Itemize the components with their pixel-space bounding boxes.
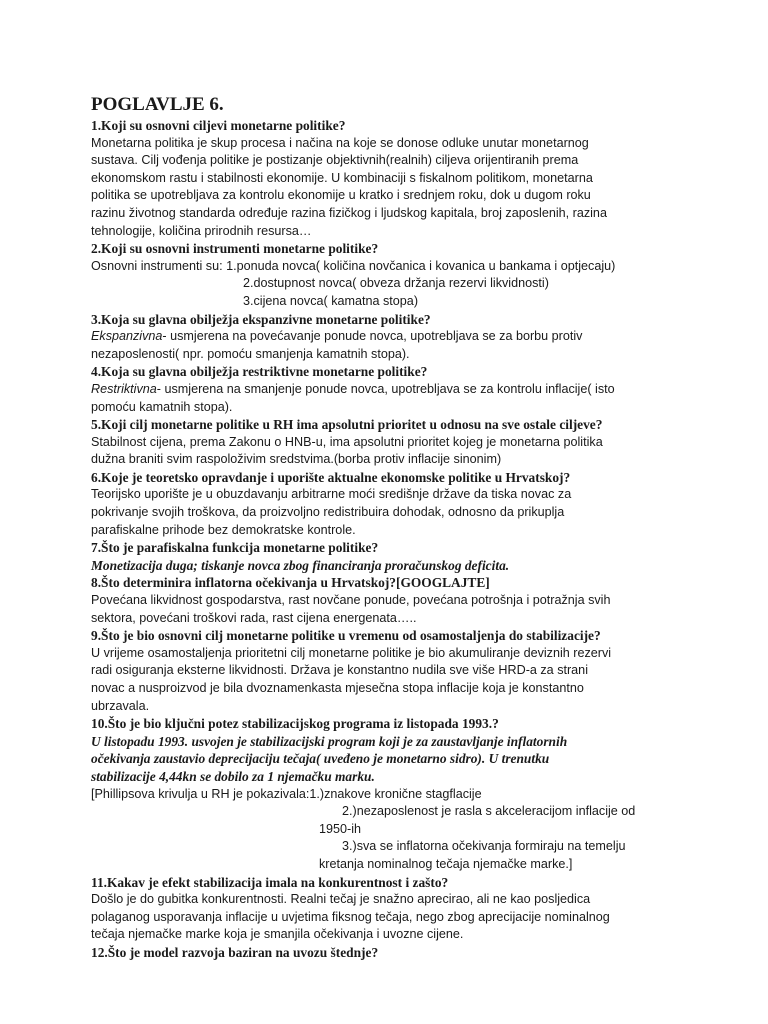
- question-3: 3.Koja su glavna obilježja ekspanzivne monetarne politike?: [91, 311, 431, 327]
- answer-4: [91, 381, 711, 416]
- answer-line: U vrijeme osamostaljenja prioritetni cilj monetarne politike je bio akumuliranje deviznih rezervi: [91, 645, 612, 660]
- question-2: 2.Koji su osnovni instrumenti monetarne politike?: [91, 241, 379, 257]
- answer-line: očekivanja zaustavio deprecijaciju tečaja( uveđeno je monetarno sidro). U trenutku: [91, 751, 550, 767]
- answer-line: radi osiguranja eksterne likvidnosti. Država je konstantno nudila sve više HRD-a za strani: [91, 663, 588, 678]
- answer-line: tečaja njemačke marke koja je smanjila očekivanja i uvozne cijene.: [91, 927, 464, 942]
- answer-line: sektora, povećani troškovi rada, rast cijena energenata…..: [91, 610, 417, 625]
- answer-line: politika se upotrebljava za kontrolu ekonomije u kratko i srednjem roku, dok u dugom roku: [91, 188, 591, 203]
- question-6: 6.Koje je teoretsko opravdanje i uporište aktualne ekonomske politike u Hrvatskoj?: [91, 469, 571, 485]
- answer-5: [91, 434, 711, 469]
- question-1: 1.Koji su osnovni ciljevi monetarne politike?: [91, 118, 346, 133]
- answer-1: [91, 135, 711, 241]
- question-12: 12.Što je model razvoja baziran na uvozu štednje?: [91, 944, 379, 960]
- answer-line: 1950-ih: [319, 821, 362, 836]
- answer-2: [91, 258, 711, 311]
- answer-line: kretanja nominalnog tečaja njemačke marke.]: [319, 856, 573, 871]
- answer-line: 2.)nezaposlenost je rasla s akceleracijom inflacije od: [342, 804, 636, 819]
- answer-line: parafiskalne prihode bez demokratske kontrole.: [91, 522, 356, 537]
- answer-line: pomoću kamatnih stopa).: [91, 399, 233, 414]
- answer-10: [91, 733, 711, 786]
- answer-line: dužna braniti svim raspoloživim sredstvima.(borba protiv inflacije sinonim): [91, 452, 502, 467]
- question-9: 9.Što je bio osnovni cilj monetarne politike u vremenu od osamostaljenja do stabilizacije?: [91, 628, 601, 644]
- phillips-note: [91, 786, 711, 874]
- question-10: 10.Što je bio ključni potez stabilizacijskog programa iz listopada 1993.?: [91, 716, 499, 732]
- answer-line: Monetarna politika je skup procesa i načina na koje se donose odluke unutar monetarnog: [91, 135, 589, 150]
- question-4: 4.Koja su glavna obilježja restriktivne monetarne politike?: [91, 364, 428, 380]
- answer-line: U listopadu 1993. usvojen je stabilizacijski program koji je za zaustavljanje inflatornih: [91, 733, 568, 749]
- answer-line: stabilizacije 4,44kn se dobilo za 1 njemačku marku.: [91, 768, 375, 784]
- question-8: 8.Što determinira inflatorna očekivanja u Hrvatskoj?[GOOGLAJTE]: [91, 575, 490, 591]
- answer-line: Povećana likvidnost gospodarstva, rast novčane ponude, povećana potrošnja i potražnja svih: [91, 593, 611, 608]
- question-11: 11.Kakav je efekt stabilizacija imala na konkurentnost i zašto?: [91, 874, 449, 890]
- term-restriktivna: Restriktivna: [91, 381, 157, 396]
- answer-line: [91, 381, 711, 399]
- answer-line: tehnologije, količina prirodnih resursa…: [91, 223, 312, 238]
- answer-line: nezaposlenosti( npr. pomoću smanjenja kamatnih stopa).: [91, 346, 410, 361]
- answer-6: [91, 486, 711, 539]
- question-7: 7.Što je parafiskalna funkcija monetarne politike?: [91, 540, 379, 556]
- answer-line: 2.dostupnost novca( obveza držanja rezervi likvidnosti): [243, 276, 549, 291]
- answer-line: Teorijsko uporište je u obuzdavanju arbitrarne moći središnje države da tiska novac za: [91, 487, 572, 502]
- answer-3: [91, 328, 711, 363]
- answer-11: [91, 891, 711, 944]
- answer-line: ekonomskom rastu i stabilnosti ekonomije. U kombinaciji s fiskalnom politikom, monetarna: [91, 170, 593, 185]
- answer-line: 3.)sva se inflatorna očekivanja formiraju na temelju: [342, 839, 626, 854]
- question-5: 5.Koji cilj monetarne politike u RH ima apsolutni prioritet u odnosu na sve ostale ciljeve?: [91, 417, 603, 433]
- answer-line: Došlo je do gubitka konkurentnosti. Realni tečaj je snažno aprecirao, ali ne kao posljedica: [91, 892, 591, 907]
- document-body: [91, 94, 711, 962]
- term-ekspanzivna: Ekspanzivna: [91, 329, 163, 344]
- answer-line: novac a nusproizvod je bila dvoznamenkasta mjesečna stopa inflacije koja je konstantno: [91, 681, 584, 695]
- answer-8: [91, 592, 711, 627]
- answer-line: pokrivanje svojih troškova, da proizvoljno redistribuira dohodak, odnosno da prikuplja: [91, 505, 565, 520]
- answer-line: razinu životnog standarda određuje razina fizičkog i ljudskog kapitala, broj zaposlenih, razina: [91, 205, 607, 220]
- answer-line: 3.cijena novca( kamatna stopa): [243, 293, 419, 308]
- answer-line: Osnovni instrumenti su: 1.ponuda novca( količina novčanica i kovanica u bankama i optjecaju): [91, 258, 616, 273]
- answer-9: [91, 645, 711, 715]
- answer-line: [Phillipsova krivulja u RH je pokazivala:1.)znakove kronične stagflacije: [91, 786, 482, 801]
- answer-text: - usmjerena na smanjenje ponude novca, upotrebljava se za kontrolu inflacije( isto: [156, 381, 615, 396]
- answer-line: [91, 328, 711, 346]
- answer-7: Monetizacija duga; tiskanje novca zbog financiranja proračunskog deficita.: [91, 557, 510, 573]
- answer-text: - usmjerena na povećavanje ponude novca, upotrebljava se za borbu protiv: [162, 329, 583, 344]
- answer-line: polaganog usporavanja inflacije u uvjetima fiksnog tečaja, nego zbog aprecijacije nominalnog: [91, 909, 610, 924]
- answer-line: sustava. Cilj vođenja politike je postizanje objektivnih(realnih) ciljeva orijentiranih prema: [91, 153, 579, 168]
- answer-line: Stabilnost cijena, prema Zakonu o HNB-u, ima apsolutni prioritet kojeg je monetarna politika: [91, 434, 603, 449]
- answer-line: ubrzavala.: [91, 698, 150, 713]
- chapter-title: POGLAVLJE 6.: [91, 94, 224, 115]
